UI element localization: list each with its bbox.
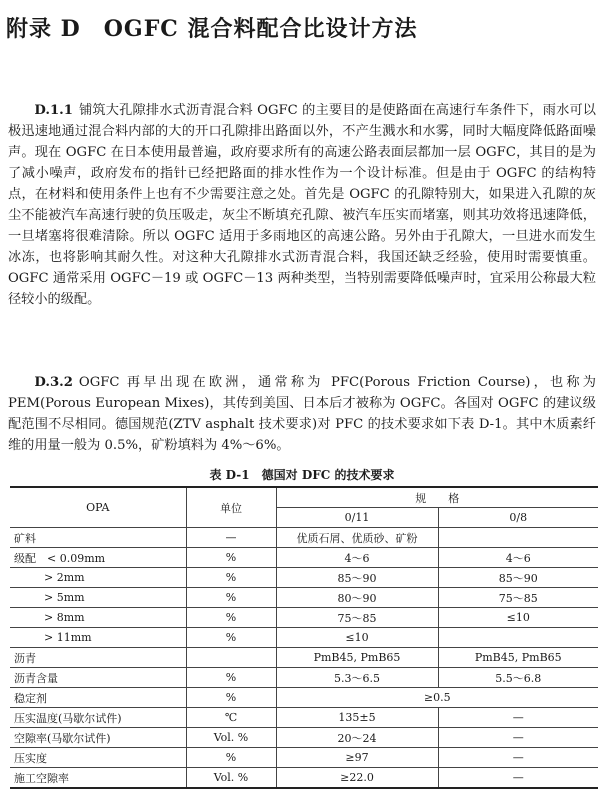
row-label: > 11mm [10,628,186,648]
table-caption: 表 D-1 德国对 DFC 的技术要求 [209,468,395,482]
row-value-0-8 [438,528,598,548]
row-value-0-8: — [438,708,598,728]
row-value-0-8: 5.5～6.8 [438,668,598,688]
row-value-0-8: ≤10 [438,608,598,628]
section-text: 铺筑大孔隙排水式沥青混合料 OGFC 的主要目的是使路面在高速行车条件下，雨水可以极迅速地通过混合料内部的大的开口孔隙排出路面以外，不产生溅水和水雾，同时大幅度降低路面噪声。现在 OGFC 在日本使用最普遍，政府要求所有的高速公路表面层都加一层 OGFC，其目的是为了减小噪声，政府发布的指针已经把路面的排水性作为一个设计标准。但是由于 OGFC 的结构特点，在材料和使用条件上也有不少需要注意之处。首先是 OGFC 的孔隙特别大，如果进入孔隙的灰尘不能被汽车高速行驶的负压吸走，灰尘不断填充孔隙、被汽车压实而堵塞，则其功效将迅速降低，一旦堵塞将很难清除。所以 OGFC 适用于多雨地区的高速公路。另外由于孔隙大，一旦进水而发生冰冻，也将影响其耐久性。对这种大孔隙排水式沥青混合料，我国还缺乏经验，使用时需要慎重。OGFC 通常采用 OGFC－19 或 OGFC－13 两种类型，当特别需要降低噪声时，宜采用公称最大粒径较小的级配。 [8,103,596,307]
table-row [10,648,598,668]
row-unit: % [186,628,276,648]
row-value-0-11: 85～90 [276,568,438,588]
section-text: OGFC 再早出现在欧洲，通常称为 PFC(Porous Friction Course)，也称为 PEM(Porous European Mixes)，其传到美国、日本后才被称为 OGFC。各国对 OGFC 的建议级配范围不尽相同。德国规范(ZTV asphalt 技术要求)对 PFC 的技术要求如下表 D-1。其中木质素纤维的用量一般为 0.5%，矿粉填料为 4%～6%。 [8,375,596,453]
table-row [10,708,598,728]
row-unit: % [186,548,276,568]
table-row [10,548,598,568]
row-value-merged: ≥0.5 [276,688,598,708]
row-label: 施工空隙率 [10,768,186,789]
row-value-0-8: — [438,748,598,768]
row-label: 矿料 [10,528,186,548]
spec-table [10,486,598,789]
row-value-0-11: 135±5 [276,708,438,728]
row-label: 空隙率(马歇尔试件) [10,728,186,748]
row-value-0-11: 4～6 [276,548,438,568]
row-value-0-11: ≤10 [276,628,438,648]
row-unit: % [186,608,276,628]
row-value-0-11: 5.3～6.5 [276,668,438,688]
row-label: > 5mm [10,588,186,608]
table-row [10,568,598,588]
row-value-0-8: PmB45, PmB65 [438,648,598,668]
row-label: 压实温度(马歇尔试件) [10,708,186,728]
table-row [10,528,598,548]
header-col-0-11: 0/11 [276,508,438,528]
row-value-0-11: 75～85 [276,608,438,628]
row-value-0-8: — [438,768,598,789]
table-row [10,628,598,648]
appendix-title: 附录 D OGFC 混合料配合比设计方法 [6,16,418,42]
table-row [10,588,598,608]
row-unit: Vol. % [186,768,276,789]
section-d-1-1 [8,100,596,310]
row-unit: — [186,528,276,548]
table-header-row [10,487,598,508]
table-row [10,728,598,748]
row-unit: % [186,568,276,588]
row-label: 沥青含量 [10,668,186,688]
row-label: > 8mm [10,608,186,628]
row-value-0-8: — [438,728,598,748]
row-value-0-11: 优质石屑、优质砂、矿粉 [276,528,438,548]
row-label: 沥青 [10,648,186,668]
row-value-0-11: PmB45, PmB65 [276,648,438,668]
table-row [10,608,598,628]
row-value-0-8 [438,628,598,648]
row-value-0-11: 20～24 [276,728,438,748]
row-unit: Vol. % [186,728,276,748]
header-unit: 单位 [186,487,276,528]
table-row [10,688,598,708]
table-row [10,668,598,688]
row-label: 压实度 [10,748,186,768]
row-value-0-8: 4～6 [438,548,598,568]
section-number: D.1.1 [34,103,73,118]
row-value-0-11: ≥97 [276,748,438,768]
table-row [10,748,598,768]
section-d-3-2 [8,372,596,456]
row-label: 级配 < 0.09mm [10,548,186,568]
section-number: D.3.2 [34,375,73,390]
table-row [10,768,598,789]
row-label: > 2mm [10,568,186,588]
row-unit: % [186,748,276,768]
row-unit: % [186,688,276,708]
header-col-0-8: 0/8 [438,508,598,528]
row-value-0-8: 85～90 [438,568,598,588]
header-spec: 规 格 [276,487,598,508]
row-value-0-11: ≥22.0 [276,768,438,789]
row-value-0-11: 80～90 [276,588,438,608]
row-unit [186,648,276,668]
row-unit: % [186,588,276,608]
row-value-0-8: 75～85 [438,588,598,608]
row-unit: ℃ [186,708,276,728]
header-opa: OPA [10,487,186,528]
row-label: 稳定剂 [10,688,186,708]
row-unit: % [186,668,276,688]
